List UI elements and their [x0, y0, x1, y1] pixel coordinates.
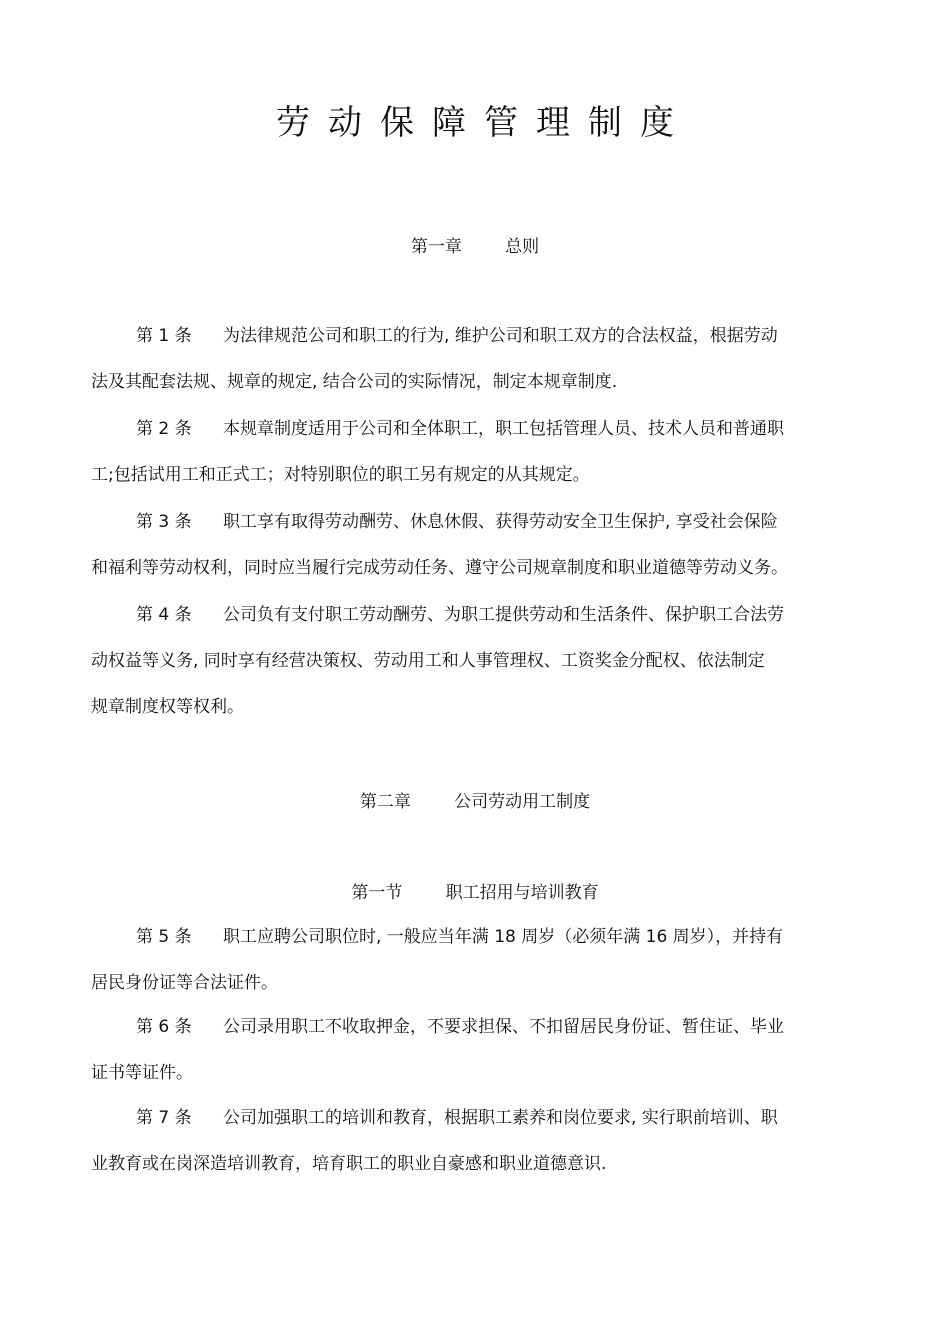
chapter-heading: 第二章 公司劳动用工制度 — [359, 792, 591, 812]
article-text: 动权益等义务, 同时享有经营决策权、劳动用工和人事管理权、工资奖金分配权、依法制定 — [91, 651, 765, 671]
chapter-heading: 第一章 总则 — [410, 237, 540, 257]
article-label: 第 6 条 — [136, 1017, 192, 1037]
article-5 — [91, 914, 869, 1006]
article-text: 为法律规范公司和职工的行为, 维护公司和职工双方的合法权益，根据劳动 — [223, 326, 778, 346]
article-text: 职工应聘公司职位时, 一般应当年满 18 周岁（必须年满 16 周岁），并持有 — [223, 927, 784, 947]
article-label: 第 7 条 — [136, 1108, 192, 1128]
article-text: 工;包括试用工和正式工；对特别职位的职工另有规定的从其规定。 — [91, 465, 590, 485]
article-1 — [91, 313, 869, 405]
article-2 — [91, 406, 869, 498]
page-title: 劳动保障管理制度 — [276, 103, 692, 143]
article-label: 第 1 条 — [136, 326, 192, 346]
article-label: 第 5 条 — [136, 927, 192, 947]
article-text: 本规章制度适用于公司和全体职工，职工包括管理人员、技术人员和普通职 — [223, 419, 784, 439]
article-label: 第 2 条 — [136, 419, 192, 439]
article-label: 第 4 条 — [136, 605, 192, 625]
article-7 — [91, 1095, 869, 1187]
article-4 — [91, 592, 869, 730]
article-text: 法及其配套法规、规章的规定, 结合公司的实际情况，制定本规章制度. — [91, 372, 618, 392]
article-text: 职工享有取得劳动酬劳、休息休假、获得劳动安全卫生保护, 享受社会保险 — [223, 512, 778, 532]
article-6 — [91, 1004, 869, 1096]
section-heading: 第一节 职工招用与培训教育 — [351, 883, 599, 903]
article-text: 居民身份证等合法证件。 — [91, 973, 278, 993]
article-text: 公司加强职工的培训和教育，根据职工素养和岗位要求, 实行职前培训、职 — [223, 1108, 778, 1128]
article-text: 和福利等劳动权利，同时应当履行完成劳动任务、遵守公司规章制度和职业道德等劳动义务。 — [91, 558, 788, 578]
article-text: 公司负有支付职工劳动酬劳、为职工提供劳动和生活条件、保护职工合法劳 — [223, 605, 784, 625]
article-label: 第 3 条 — [136, 512, 192, 532]
article-text: 业教育或在岗深造培训教育，培育职工的职业自豪感和职业道德意识. — [91, 1154, 607, 1174]
article-3 — [91, 499, 869, 591]
article-text: 规章制度权等权利。 — [91, 697, 244, 717]
article-text: 证书等证件。 — [91, 1063, 193, 1083]
article-text: 公司录用职工不收取押金，不要求担保、不扣留居民身份证、暂住证、毕业 — [223, 1017, 784, 1037]
